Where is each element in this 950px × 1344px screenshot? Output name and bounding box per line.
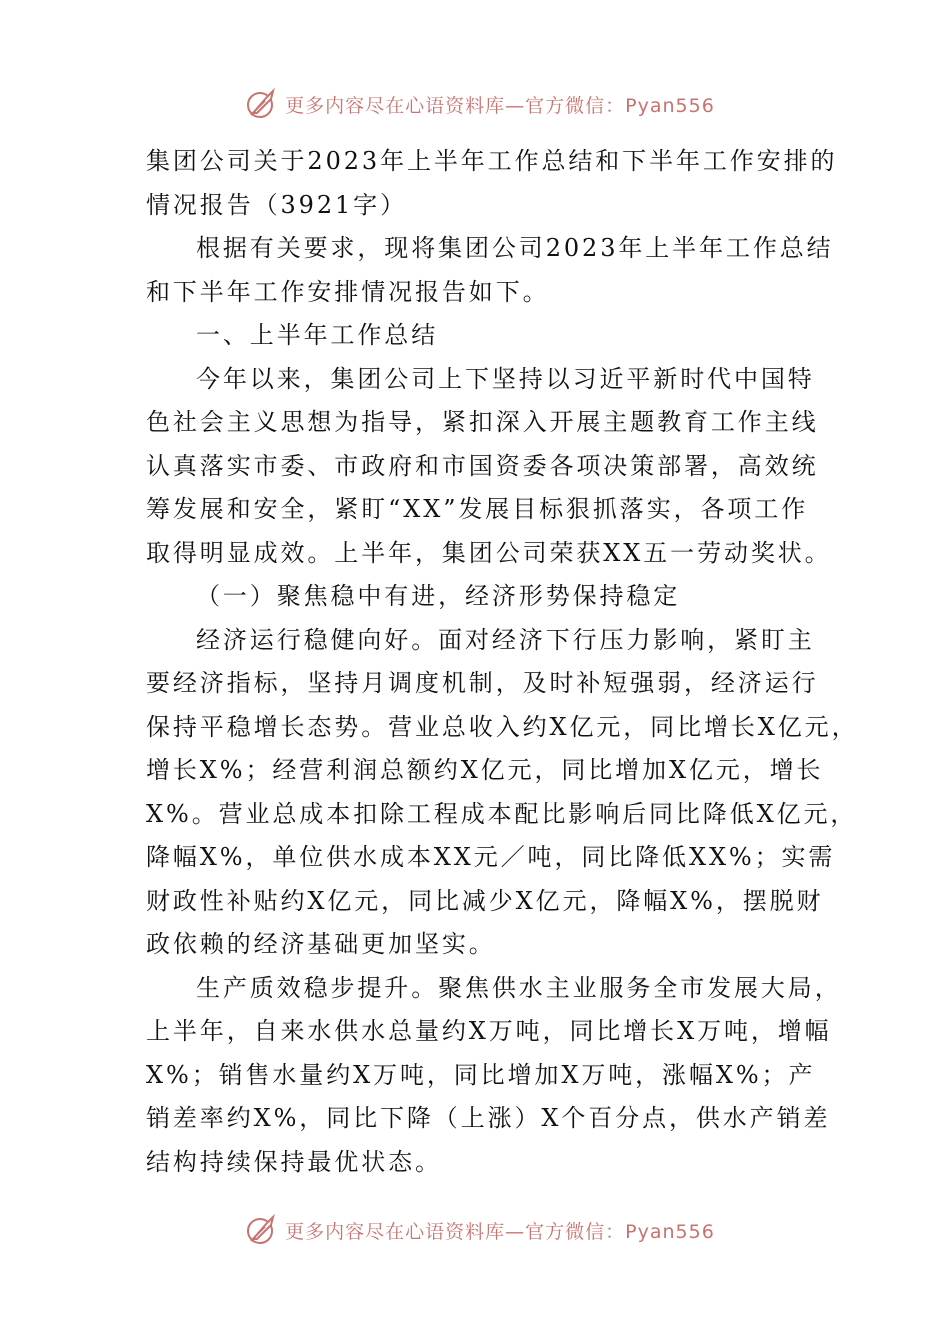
paragraph-2-line-2: 要经济指标，坚持月调度机制，及时补短强弱，经济运行 (146, 669, 819, 697)
paragraph-2-line-4: 增长X%；经营利润总额约X亿元，同比增加X亿元，增长 (146, 756, 824, 784)
paragraph-3-line-2: 上半年，自来水供水总量约X万吨，同比增长X万吨，增幅 (146, 1017, 832, 1045)
paragraph-3-line-5: 结构持续保持最优状态。 (146, 1147, 442, 1176)
paragraph-1-line-4: 筹发展和安全，紧盯“XX”发展目标狠抓落实，各项工作 (146, 495, 809, 523)
paragraph-2-line-6: 降幅X%，单位供水成本XX元／吨，同比降低XX%；实需 (146, 843, 836, 871)
paragraph-3-line-3: X%；销售水量约X万吨，同比增加X万吨，涨幅X%；产 (146, 1060, 816, 1089)
watermark-site: 更多内容尽在心语资料库 (285, 94, 506, 117)
watermark-site: 更多内容尽在心语资料库 (285, 1220, 506, 1243)
document-body (146, 140, 859, 1184)
watermark-separator: — (505, 94, 526, 117)
watermark-text (285, 91, 715, 118)
paragraph-1-line-2: 色社会主义思想为指导，紧扣深入开展主题教育工作主线 (146, 408, 819, 436)
intro-line-1: 根据有关要求，现将集团公司2023年上半年工作总结 (196, 234, 834, 262)
paragraph-2-line-5: X%。营业总成本扣除工程成本配比影响后同比降低X亿元， (146, 799, 858, 828)
section-heading-1: 一、上半年工作总结 (196, 321, 439, 349)
intro-line-2: 和下半年工作安排情况报告如下。 (146, 277, 550, 306)
title-line-1: 集团公司关于2023年上半年工作总结和下半年工作安排的 (146, 147, 838, 175)
subsection-heading-1: （一）聚焦稳中有进，经济形势保持稳定 (196, 582, 681, 610)
title-line-2: 情况报告（3921字） (146, 190, 407, 219)
quill-logo-icon (245, 87, 279, 121)
paragraph-2-line-1: 经济运行稳健向好。面对经济下行压力影响，紧盯主 (196, 625, 815, 654)
paragraph-2-line-8: 政依赖的经济基础更加坚实。 (146, 930, 496, 958)
watermark-contact: 官方微信：Pyan556 (525, 1220, 715, 1243)
quill-logo-icon (245, 1213, 279, 1247)
paragraph-1-line-1: 今年以来，集团公司上下坚持以习近平新时代中国特 (196, 364, 815, 393)
watermark-contact: 官方微信：Pyan556 (525, 94, 715, 117)
watermark-separator: — (505, 1220, 526, 1243)
bottom-watermark-banner (0, 1210, 950, 1250)
paragraph-2-line-3: 保持平稳增长态势。营业总收入约X亿元，同比增长X亿元， (146, 712, 859, 741)
paragraph-1-line-3: 认真落实市委、市政府和市国资委各项决策部署，高效统 (146, 451, 819, 480)
paragraph-3-line-4: 销差率约X%，同比下降（上涨）X个百分点，供水产销差 (146, 1104, 831, 1132)
top-watermark-banner (0, 84, 950, 124)
paragraph-1-line-5: 取得明显成效。上半年，集团公司荣获XX五一劳动奖状。 (146, 538, 832, 567)
paragraph-2-line-7: 财政性补贴约X亿元，同比减少X亿元，降幅X%，摆脱财 (146, 886, 824, 915)
paragraph-3-line-1: 生产质效稳步提升。聚焦供水主业服务全市发展大局， (196, 973, 842, 1002)
watermark-text (285, 1217, 715, 1244)
